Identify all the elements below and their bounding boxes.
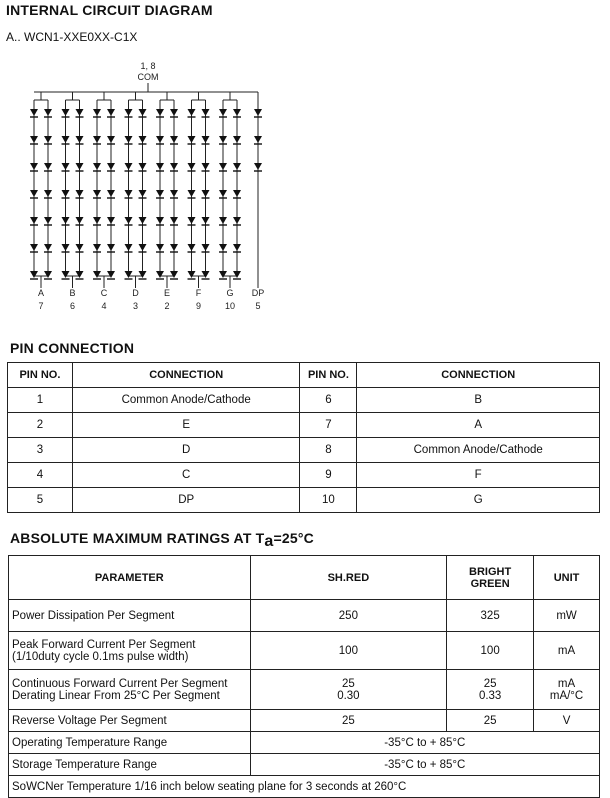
- led-diode: [62, 163, 70, 170]
- ratings-title-suffix: =25°C: [273, 530, 314, 546]
- led-diode: [30, 109, 38, 116]
- header-pin-no: PIN NO.: [300, 363, 357, 388]
- ratings-table: [8, 555, 600, 798]
- led-diode: [62, 136, 70, 143]
- led-diode: [139, 217, 147, 224]
- pin-connection-table: [7, 362, 600, 513]
- led-diode: [170, 244, 178, 251]
- soldering-note: SoWCNer Temperature 1/16 inch below seating plane for 3 seconds at 260°C: [9, 776, 600, 798]
- led-diode: [139, 136, 147, 143]
- led-diode: [170, 217, 178, 224]
- led-diode: [156, 109, 164, 116]
- led-diode: [125, 163, 133, 170]
- led-diode: [170, 163, 178, 170]
- segment-pin: 2: [164, 301, 170, 311]
- led-diode: [170, 136, 178, 143]
- green-value: 100: [447, 632, 534, 670]
- led-diode: [125, 136, 133, 143]
- segment-letter: C: [100, 288, 108, 298]
- led-diode: [170, 109, 178, 116]
- header-parameter: PARAMETER: [9, 556, 251, 600]
- led-diode: [62, 271, 70, 278]
- led-diode: [93, 109, 101, 116]
- led-diode: [44, 136, 52, 143]
- led-diode: [76, 217, 84, 224]
- led-diode: [188, 271, 196, 278]
- ratings-title-prefix: ABSOLUTE MAXIMUM RATINGS AT T: [10, 530, 265, 546]
- led-diode: [107, 217, 115, 224]
- green-value-line1: 25: [483, 677, 497, 690]
- storage-temp-value: -35°C to + 85°C: [250, 754, 599, 776]
- led-diode: [62, 109, 70, 116]
- led-diode: [125, 271, 133, 278]
- led-diode: [202, 109, 210, 116]
- ratings-title: [10, 530, 314, 551]
- led-diode: [233, 109, 241, 116]
- table-row: [9, 732, 600, 754]
- parameter: Reverse Voltage Per Segment: [9, 710, 251, 732]
- led-diode: [188, 217, 196, 224]
- header-bright-green-line1: BRIGHT: [469, 565, 512, 578]
- shred-value: 250: [250, 600, 447, 632]
- operating-temp-value: -35°C to + 85°C: [250, 732, 599, 754]
- table-row: [9, 710, 600, 732]
- led-diode: [93, 190, 101, 197]
- led-diode: [188, 109, 196, 116]
- connection: A: [357, 413, 600, 438]
- led-diode: [30, 217, 38, 224]
- parameter: [9, 670, 251, 710]
- led-diode: [44, 163, 52, 170]
- connection: E: [72, 413, 300, 438]
- led-diode: [44, 244, 52, 251]
- table-row: [9, 754, 600, 776]
- led-diode: [107, 190, 115, 197]
- led-diode: [219, 163, 227, 170]
- com-pins-label: 1, 8: [140, 62, 156, 71]
- led-diode: [254, 136, 262, 143]
- table-row: [9, 670, 600, 710]
- led-diode: [44, 217, 52, 224]
- pin-number: 9: [300, 463, 357, 488]
- segment-pin: 9: [195, 301, 202, 311]
- shred-value-line1: 25: [341, 677, 355, 690]
- led-diode: [30, 271, 38, 278]
- led-diode: [107, 163, 115, 170]
- led-diode: [188, 244, 196, 251]
- parameter-line1: Continuous Forward Current Per Segment: [12, 677, 228, 690]
- led-diode: [107, 244, 115, 251]
- pin-number: 6: [300, 388, 357, 413]
- led-diode: [170, 271, 178, 278]
- parameter-line2: Derating Linear From 25°C Per Segment: [12, 689, 220, 702]
- table-row: [8, 438, 600, 463]
- led-diode: [93, 271, 101, 278]
- green-value: 25: [447, 710, 534, 732]
- led-diode: [30, 163, 38, 170]
- led-diode: [219, 244, 227, 251]
- led-diode: [219, 271, 227, 278]
- segment-letter: G: [226, 288, 234, 298]
- green-value-line2: 0.33: [478, 689, 502, 702]
- connection: D: [72, 438, 300, 463]
- led-diode: [44, 190, 52, 197]
- led-diode: [233, 217, 241, 224]
- dp-pin: 5: [255, 301, 261, 311]
- led-diode: [233, 136, 241, 143]
- led-diode: [202, 190, 210, 197]
- green-value: 325: [447, 600, 534, 632]
- pin-number: 4: [8, 463, 73, 488]
- table-row: [8, 488, 600, 513]
- led-diode: [156, 244, 164, 251]
- led-diode: [233, 244, 241, 251]
- connection: Common Anode/Cathode: [72, 388, 300, 413]
- dp-letter: DP: [251, 288, 265, 298]
- parameter: Storage Temperature Range: [9, 754, 251, 776]
- header-connection: CONNECTION: [72, 363, 300, 388]
- table-row: [8, 413, 600, 438]
- parameter-line1: Peak Forward Current Per Segment: [12, 638, 196, 651]
- circuit-diagram: [20, 62, 280, 314]
- segment-pin: 4: [101, 301, 107, 311]
- parameter: [9, 632, 251, 670]
- led-diode: [30, 190, 38, 197]
- led-diode: [254, 163, 262, 170]
- led-diode: [30, 244, 38, 251]
- table-row: [9, 776, 600, 798]
- led-diode: [125, 190, 133, 197]
- led-diode: [156, 190, 164, 197]
- led-diode: [219, 217, 227, 224]
- table-row: [9, 600, 600, 632]
- led-diode: [188, 136, 196, 143]
- led-diode: [202, 163, 210, 170]
- led-diode: [233, 190, 241, 197]
- led-diode: [156, 217, 164, 224]
- segment-pin: 10: [224, 301, 236, 311]
- led-diode: [76, 271, 84, 278]
- table-row: [9, 632, 600, 670]
- pin-number: 3: [8, 438, 73, 463]
- led-diode: [202, 244, 210, 251]
- shred-value: [250, 670, 447, 710]
- table-row: [8, 463, 600, 488]
- unit: V: [534, 710, 600, 732]
- shred-value: 25: [250, 710, 447, 732]
- led-diode: [76, 244, 84, 251]
- segment-pin: 3: [132, 301, 139, 311]
- led-diode: [139, 190, 147, 197]
- led-diode: [62, 244, 70, 251]
- parameter-line2: (1/10duty cycle 0.1ms pulse width): [12, 650, 189, 663]
- led-diode: [156, 163, 164, 170]
- led-diode: [219, 190, 227, 197]
- led-diode: [93, 136, 101, 143]
- shred-value-line2: 0.30: [337, 689, 360, 702]
- header-bright-green-line2: GREEN: [470, 577, 510, 590]
- led-diode: [202, 217, 210, 224]
- led-diode: [156, 136, 164, 143]
- unit: [534, 670, 600, 710]
- segment-letter: B: [69, 288, 76, 298]
- connection: DP: [72, 488, 300, 513]
- connection: F: [357, 463, 600, 488]
- led-diode: [76, 109, 84, 116]
- led-diode: [188, 163, 196, 170]
- header-connection: CONNECTION: [357, 363, 600, 388]
- led-diode: [44, 271, 52, 278]
- pin-number: 2: [8, 413, 73, 438]
- segment-pin: 7: [38, 301, 44, 311]
- led-diode: [107, 136, 115, 143]
- led-diode: [139, 271, 147, 278]
- circuit-title: INTERNAL CIRCUIT DIAGRAM: [6, 2, 213, 18]
- unit: mA: [534, 632, 600, 670]
- unit: mW: [534, 600, 600, 632]
- connection: B: [357, 388, 600, 413]
- led-diode: [139, 244, 147, 251]
- pin-table-header: [8, 363, 600, 388]
- led-diode: [254, 109, 262, 116]
- parameter: Power Dissipation Per Segment: [9, 600, 251, 632]
- pin-number: 1: [8, 388, 73, 413]
- shred-value: 100: [250, 632, 447, 670]
- segment-letter: E: [163, 288, 171, 298]
- led-diode: [219, 109, 227, 116]
- led-diode: [93, 244, 101, 251]
- unit-line1: mA: [557, 677, 576, 690]
- connection: C: [72, 463, 300, 488]
- pin-number: 7: [300, 413, 357, 438]
- led-diode: [62, 190, 70, 197]
- ratings-title-sub: a: [264, 533, 274, 550]
- led-diode: [170, 190, 178, 197]
- segment-letter: D: [132, 288, 139, 298]
- led-diode: [107, 109, 115, 116]
- led-diode: [76, 163, 84, 170]
- led-diode: [139, 109, 147, 116]
- segment-pin: 6: [69, 301, 76, 311]
- pin-connection-title: PIN CONNECTION: [10, 340, 135, 356]
- com-label: COM: [137, 72, 159, 82]
- led-diode: [125, 244, 133, 251]
- led-diode: [156, 271, 164, 278]
- led-diode: [76, 190, 84, 197]
- led-diode: [202, 136, 210, 143]
- led-diode: [93, 217, 101, 224]
- led-diode: [139, 163, 147, 170]
- led-diode: [107, 271, 115, 278]
- led-diode: [202, 271, 210, 278]
- pin-number: 5: [8, 488, 73, 513]
- header-shred: SH.RED: [250, 556, 447, 600]
- led-diode: [125, 109, 133, 116]
- led-diode: [76, 136, 84, 143]
- parameter: Operating Temperature Range: [9, 732, 251, 754]
- led-diode: [30, 136, 38, 143]
- led-diode: [219, 136, 227, 143]
- unit-line2: mA/°C: [549, 689, 584, 702]
- pin-number: 8: [300, 438, 357, 463]
- header-unit: UNIT: [534, 556, 600, 600]
- connection: Common Anode/Cathode: [357, 438, 600, 463]
- segment-letter: A: [37, 288, 45, 298]
- led-diode: [233, 271, 241, 278]
- pin-number: 10: [300, 488, 357, 513]
- led-diode: [93, 163, 101, 170]
- led-diode: [125, 217, 133, 224]
- led-diode: [62, 217, 70, 224]
- header-pin-no: PIN NO.: [8, 363, 73, 388]
- header-bright-green: [447, 556, 534, 600]
- connection: G: [357, 488, 600, 513]
- table-row: [8, 388, 600, 413]
- model-number: A.. WCN1-XXE0XX-C1X: [6, 30, 138, 44]
- led-diode: [44, 109, 52, 116]
- led-diode: [188, 190, 196, 197]
- led-diode: [233, 163, 241, 170]
- ratings-header: [9, 556, 600, 600]
- green-value: [447, 670, 534, 710]
- segment-letter: F: [195, 288, 202, 298]
